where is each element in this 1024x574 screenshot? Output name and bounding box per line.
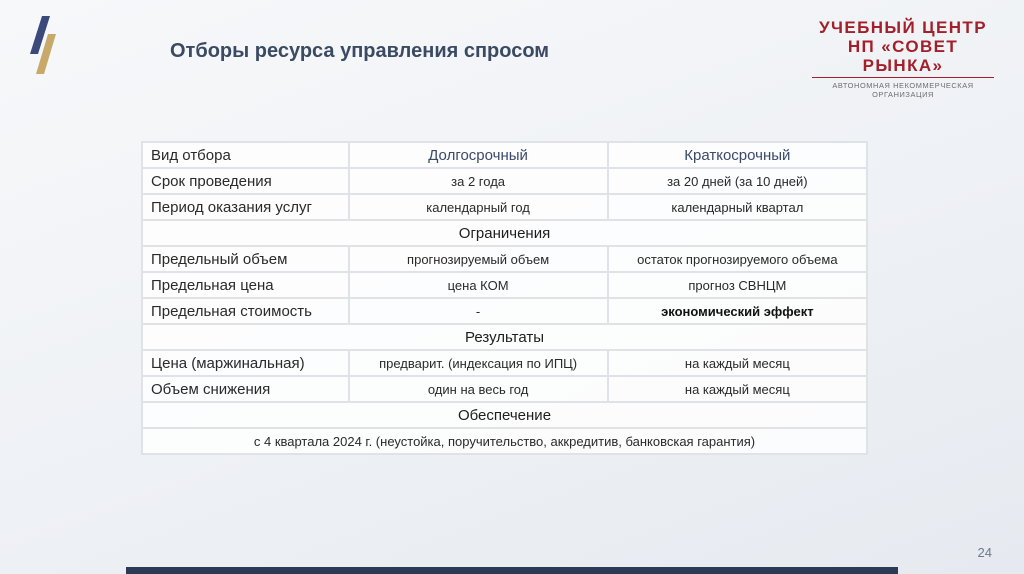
row-long-value: календарный год bbox=[349, 194, 608, 220]
table-row bbox=[142, 376, 867, 402]
row-short-value: календарный квартал bbox=[608, 194, 867, 220]
page-number: 24 bbox=[977, 545, 992, 560]
section-row-security bbox=[142, 402, 867, 428]
brand-subtitle: АВТОНОМНАЯ НЕКОММЕРЧЕСКАЯ ОРГАНИЗАЦИЯ bbox=[832, 81, 974, 99]
logo-stripes-icon bbox=[28, 16, 58, 74]
row-long-value: предварит. (индексация по ИПЦ) bbox=[349, 350, 608, 376]
row-label: Объем снижения bbox=[142, 376, 349, 402]
row-label: Срок проведения bbox=[142, 168, 349, 194]
row-long-value: - bbox=[349, 298, 608, 324]
row-label: Предельный объем bbox=[142, 246, 349, 272]
comparison-table bbox=[141, 141, 868, 455]
table-row bbox=[142, 350, 867, 376]
section-title-security: Обеспечение bbox=[142, 402, 867, 428]
security-text: с 4 квартала 2024 г. (неустойка, поручительство, аккредитив, банковская гарантия) bbox=[142, 428, 867, 454]
row-label: Период оказания услуг bbox=[142, 194, 349, 220]
row-short-value: на каждый месяц bbox=[608, 350, 867, 376]
table-row bbox=[142, 194, 867, 220]
table-header-row bbox=[142, 142, 867, 168]
row-short-value: на каждый месяц bbox=[608, 376, 867, 402]
section-row-results bbox=[142, 324, 867, 350]
header-long-term: Долгосрочный bbox=[349, 142, 608, 168]
row-long-value: прогнозируемый объем bbox=[349, 246, 608, 272]
row-label: Цена (маржинальная) bbox=[142, 350, 349, 376]
brand-line-2: НП «СОВЕТ РЫНКА» bbox=[847, 37, 959, 75]
row-short-value: экономический эффект bbox=[608, 298, 867, 324]
section-row-limits bbox=[142, 220, 867, 246]
row-short-value: прогноз СВНЦМ bbox=[608, 272, 867, 298]
slide-title: Отборы ресурса управления спросом bbox=[170, 40, 550, 62]
brand-divider bbox=[812, 77, 994, 78]
row-long-value: цена КОМ bbox=[349, 272, 608, 298]
section-title-results: Результаты bbox=[142, 324, 867, 350]
header-label: Вид отбора bbox=[142, 142, 349, 168]
table-row bbox=[142, 246, 867, 272]
row-short-value: остаток прогнозируемого объема bbox=[608, 246, 867, 272]
table-row bbox=[142, 428, 867, 454]
table-row bbox=[142, 168, 867, 194]
row-label: Предельная цена bbox=[142, 272, 349, 298]
table-row bbox=[142, 298, 867, 324]
brand-logo bbox=[808, 18, 998, 99]
row-long-value: за 2 года bbox=[349, 168, 608, 194]
footer-bar bbox=[126, 567, 898, 574]
row-label: Предельная стоимость bbox=[142, 298, 349, 324]
table-row bbox=[142, 272, 867, 298]
row-short-value: за 20 дней (за 10 дней) bbox=[608, 168, 867, 194]
header-short-term: Краткосрочный bbox=[608, 142, 867, 168]
brand-line-1: УЧЕБНЫЙ ЦЕНТР bbox=[819, 18, 987, 37]
row-long-value: один на весь год bbox=[349, 376, 608, 402]
section-title-limits: Ограничения bbox=[142, 220, 867, 246]
